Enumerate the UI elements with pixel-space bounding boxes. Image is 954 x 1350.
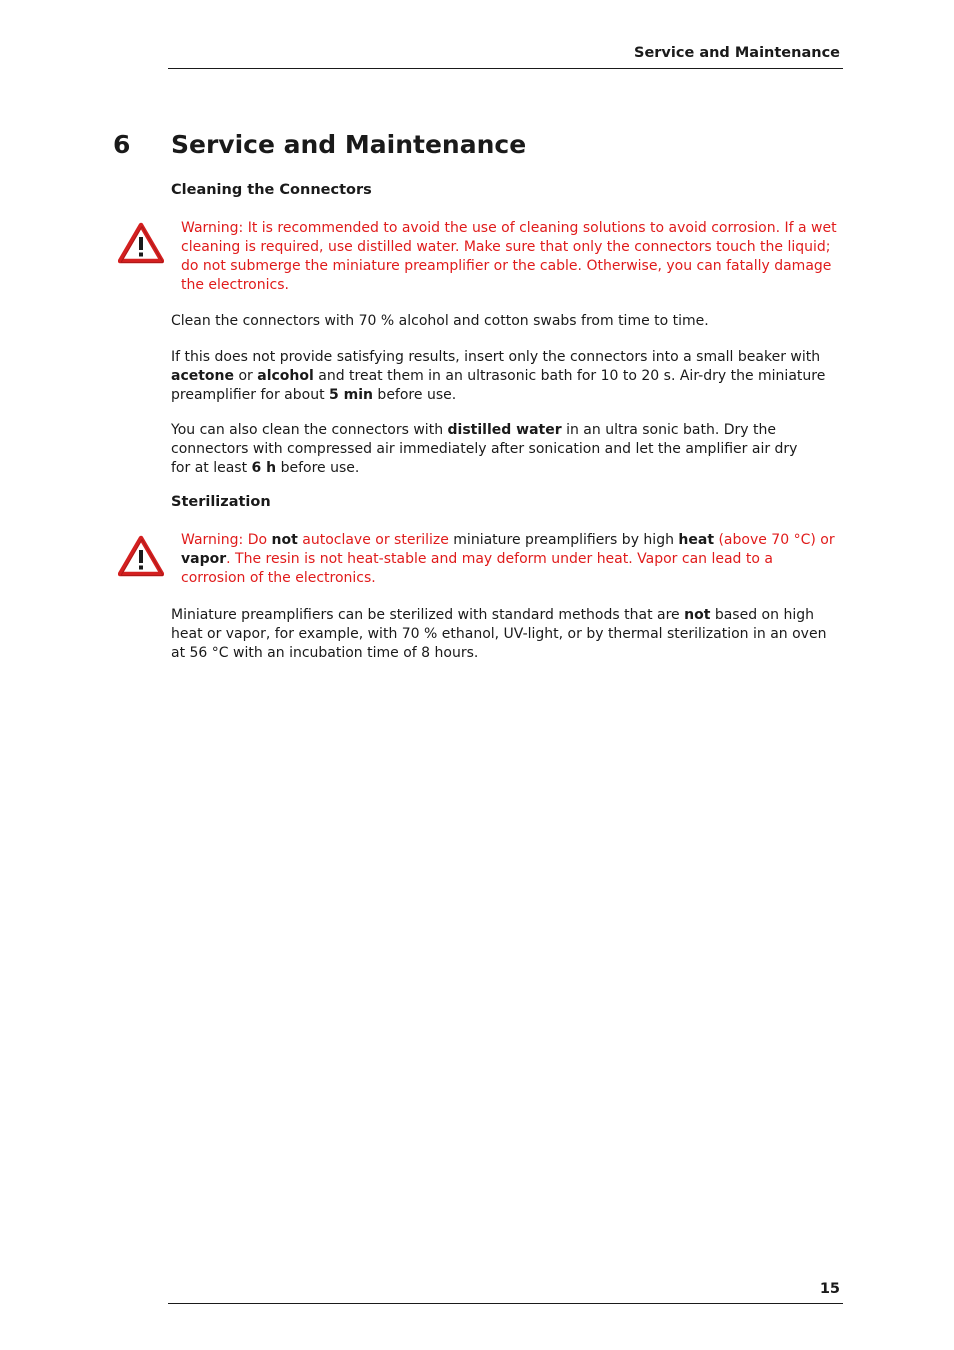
paragraph-sterilization-1: Miniature preamplifiers can be sterilized with standard methods that are not based on high heat or vapor, for example, with 70 % ethanol, UV-light, or by thermal sterilization in an oven at 56 °C with an incubation time of 8 hours. — [171, 607, 827, 661]
warning-triangle-icon — [118, 222, 164, 264]
section-heading-cleaning: Cleaning the Connectors — [171, 182, 372, 198]
chapter-number: 6 — [113, 130, 131, 159]
paragraph-cleaning-1: Clean the connectors with 70 % alcohol and cotton swabs from time to time. — [171, 313, 709, 329]
warning-triangle-icon — [118, 535, 164, 577]
chapter-title: Service and Maintenance — [171, 130, 527, 159]
warning-cleaning: Warning: It is recommended to avoid the use of cleaning solutions to avoid corrosion. If a wet cleaning is required, use distilled water. Make sure that only the connectors touch the liquid; do not submerge the miniature preamplifier or the cable. Otherwise, you can fatally damage the electronics. — [181, 220, 837, 293]
running-header: Service and Maintenance — [634, 45, 840, 61]
footer-rule — [168, 1303, 843, 1304]
header-rule — [168, 68, 843, 69]
paragraph-cleaning-3: You can also clean the connectors with distilled water in an ultra sonic bath. Dry the connectors with compressed air immediately after sonication and let the amplifier air dry for at least 6 h before use. — [171, 422, 798, 476]
section-heading-sterilization: Sterilization — [171, 494, 271, 510]
paragraph-cleaning-2: If this does not provide satisfying results, insert only the connectors into a small beaker with acetone or alcohol and treat them in an ultrasonic bath for 10 to 20 s. Air-dry the miniature preamplifier for about 5 min before use. — [171, 349, 826, 403]
warning-sterilization: Warning: Do not autoclave or sterilize miniature preamplifiers by high heat (above 70 °C) or vapor. The resin is not heat-stable and may deform under heat. Vapor can lead to a corrosion of the electronics. — [181, 532, 835, 586]
page-number: 15 — [819, 1281, 840, 1297]
